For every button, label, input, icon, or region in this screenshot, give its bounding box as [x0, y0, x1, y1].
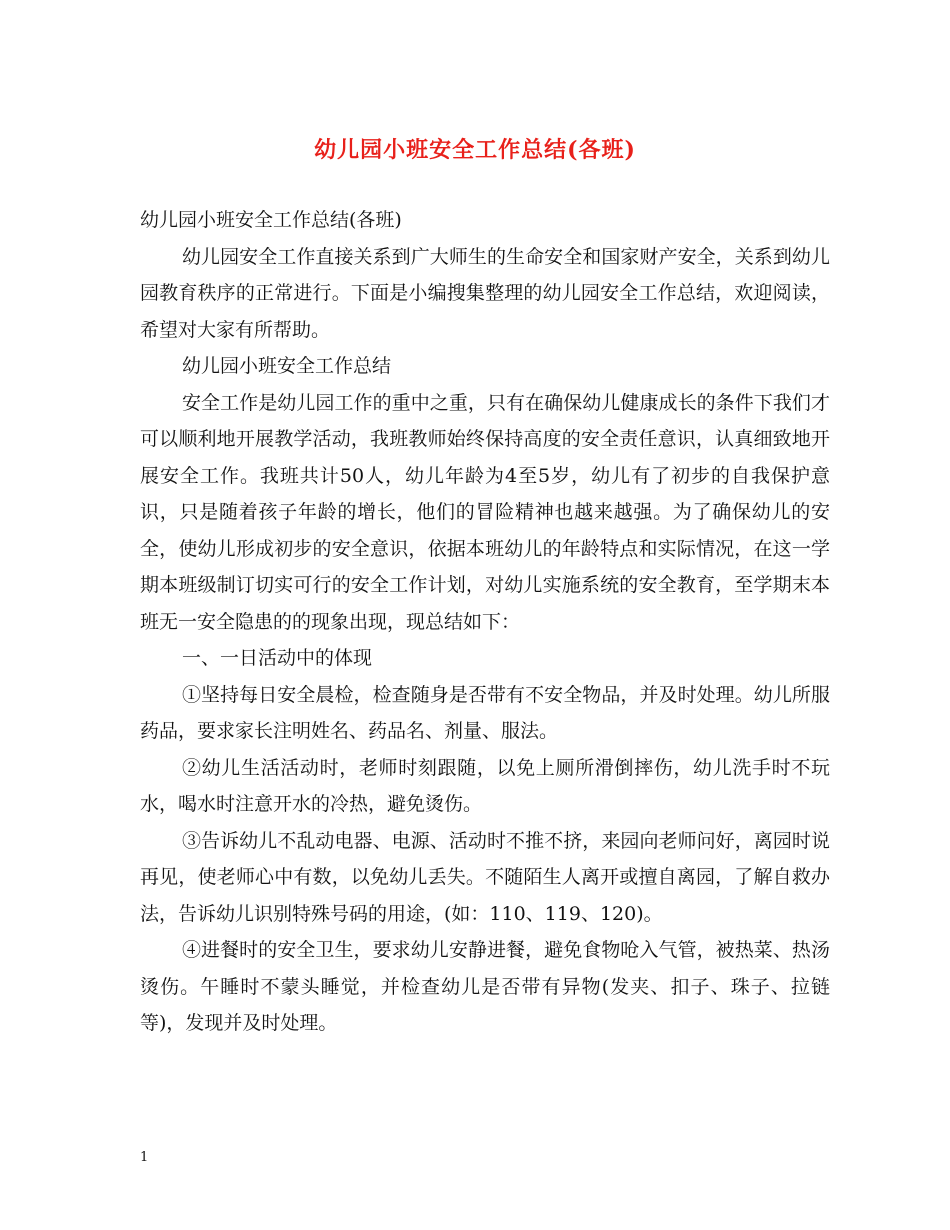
- intro-paragraph: 幼儿园安全工作直接关系到广大师生的生命安全和国家财产安全，关系到幼儿园教育秩序的正常进行。下面是小编搜集整理的幼儿园安全工作总结，欢迎阅读，希望对大家有所帮助。: [140, 245, 830, 341]
- subtitle-paragraph: 幼儿园小班安全工作总结(各班): [140, 209, 402, 231]
- body-paragraph: 安全工作是幼儿园工作的重中之重，只有在确保幼儿健康成长的条件下我们才可以顺利地开展教学活动，我班教师始终保持高度的安全责任意识，认真细致地开展安全工作。我班共计50人，幼儿年龄为4至5岁，幼儿有了初步的自我保护意识，只是随着孩子年龄的增长，他们的冒险精神也越来越强。为了确保幼儿的安全，使幼儿形成初步的安全意识，依据本班幼儿的年龄特点和实际情况，在这一学期本班级制订切实可行的安全工作计划，对幼儿实施系统的安全教育，至学期末本班无一安全隐患的的现象出现，现总结如下：: [140, 391, 830, 633]
- page-number: 1: [140, 1150, 149, 1165]
- section-heading: 一、一日活动中的体现: [182, 647, 373, 669]
- list-item: ①坚持每日安全晨检，检查随身是否带有不安全物品，并及时处理。幼儿所服药品，要求家长注明姓名、药品名、剂量、服法。: [140, 683, 830, 742]
- document-title: 幼儿园小班安全工作总结(各班): [314, 137, 636, 163]
- list-item: ②幼儿生活活动时，老师时刻跟随，以免上厕所滑倒摔伤，幼儿洗手时不玩水，喝水时注意开水的冷热，避免烫伤。: [140, 756, 830, 815]
- list-item: ③告诉幼儿不乱动电器、电源、活动时不推不挤，来园向老师问好，离园时说再见，使老师心中有数，以免幼儿丢失。不随陌生人离开或擅自离园，了解自救办法，告诉幼儿识别特殊号码的用途，(如：110、119、120)。: [140, 829, 830, 925]
- section-heading: 幼儿园小班安全工作总结: [182, 355, 392, 377]
- list-item: ④进餐时的安全卫生，要求幼儿安静进餐，避免食物呛入气管，被热菜、热汤烫伤。午睡时不蒙头睡觉，并检查幼儿是否带有异物(发夹、扣子、珠子、拉链等)，发现并及时处理。: [140, 939, 830, 1034]
- document-body: [140, 202, 830, 1042]
